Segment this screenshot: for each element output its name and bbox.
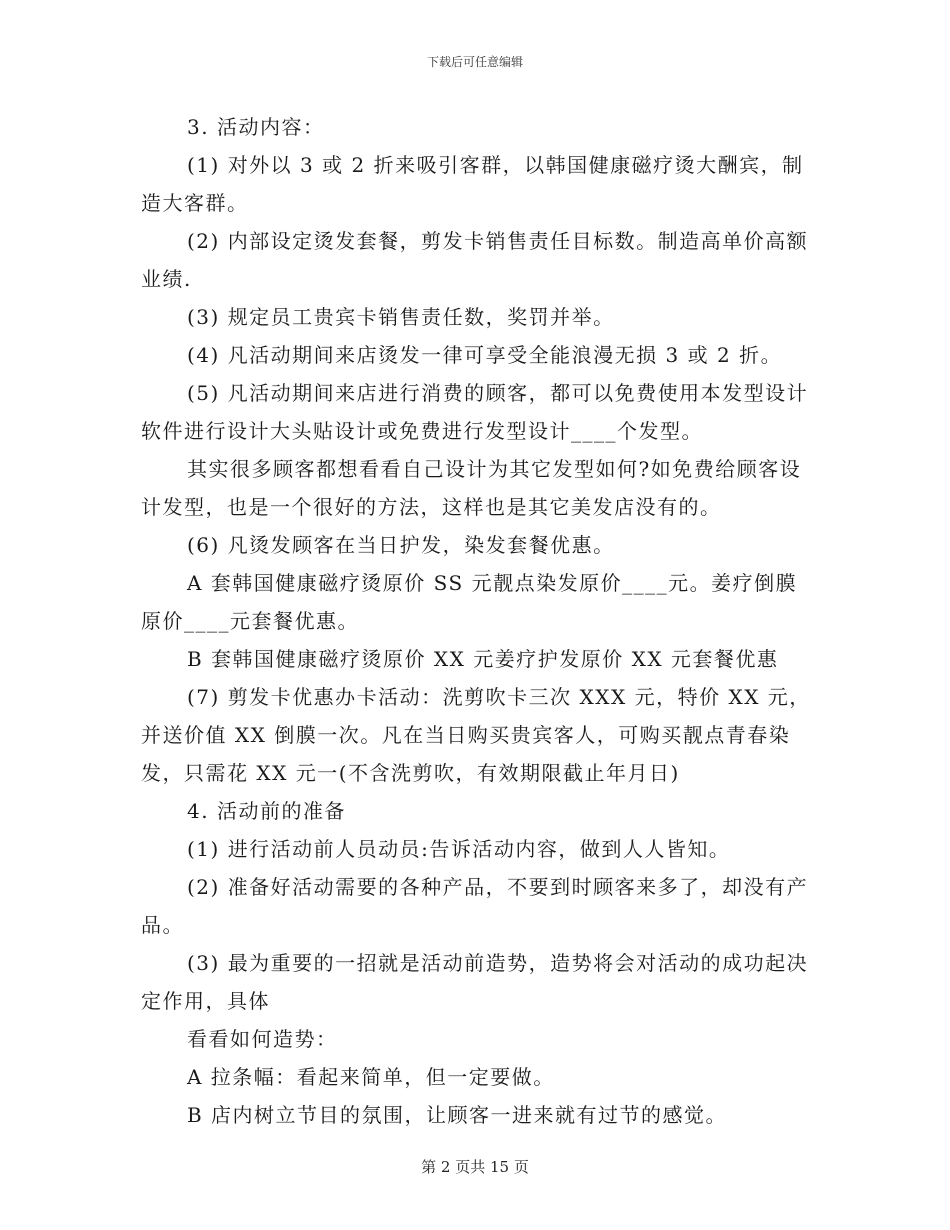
paragraph-prep-1: (1) 进行活动前人员动员:告诉活动内容，做到人人皆知。	[187, 837, 731, 861]
paragraph-hype-b: B 店内树立节目的氛围，让顾客一进来就有过节的感觉。	[187, 1103, 728, 1127]
paragraph-item-5: (5) 凡活动期间来店进行消费的顾客，都可以免费使用本发型设计软件进行设计大头贴设计或免费进行发型设计____个发型。	[141, 381, 809, 443]
paragraph-hype-a: A 拉条幅：看起来简单，但一定要做。	[187, 1065, 555, 1089]
paragraph-item-6: (6) 凡烫发顾客在当日护发，染发套餐优惠。	[187, 533, 615, 557]
paragraph-item-7: (7) 剪发卡优惠办卡活动：洗剪吹卡三次 XXX 元，特价 XX 元，并送价值 XX 倒膜一次。凡在当日购买贵宾客人，可购买靓点青春染发，只需花 XX 元一(不含洗剪吹，有效期限截止年月日)	[141, 685, 811, 785]
paragraph-prep-3: (3) 最为重要的一招就是活动前造势，造势将会对活动的成功起决定作用，具体	[141, 951, 809, 1013]
paragraph-prep-2: (2) 准备好活动需要的各种产品，不要到时顾客来多了，却没有产品。	[141, 875, 809, 937]
section-heading-preparation: 4. 活动前的准备	[187, 799, 346, 823]
paragraph-item-4: (4) 凡活动期间来店烫发一律可享受全能浪漫无损 3 或 2 折。	[187, 343, 783, 367]
document-body	[141, 108, 811, 1134]
paragraph-item-1: (1) 对外以 3 或 2 折来吸引客群，以韩国健康磁疗烫大酬宾，制造大客群。	[141, 153, 804, 215]
paragraph-item-2: (2) 内部设定烫发套餐，剪发卡销售责任目标数。制造高单价高额业绩.	[141, 229, 809, 291]
page-header-note: 下载后可任意编辑	[426, 55, 523, 69]
paragraph-package-a: A 套韩国健康磁疗烫原价 SS 元靓点染发原价____元。姜疗倒膜原价____元套餐优惠。	[141, 571, 798, 633]
section-heading-activity-content: 3. 活动内容：	[187, 115, 325, 139]
paragraph-package-b: B 套韩国健康磁疗烫原价 XX 元姜疗护发原价 XX 元套餐优惠	[187, 647, 779, 671]
paragraph-note: 其实很多顾客都想看看自己设计为其它发型如何?如免费给顾客设计发型，也是一个很好的方法，这样也是其它美发店没有的。	[141, 457, 802, 519]
page-number-footer: 第 2 页共 15 页	[421, 1158, 529, 1176]
paragraph-item-3: (3) 规定员工贵宾卡销售责任数，奖罚并举。	[187, 305, 615, 329]
paragraph-hype-intro: 看看如何造势：	[187, 1027, 338, 1051]
